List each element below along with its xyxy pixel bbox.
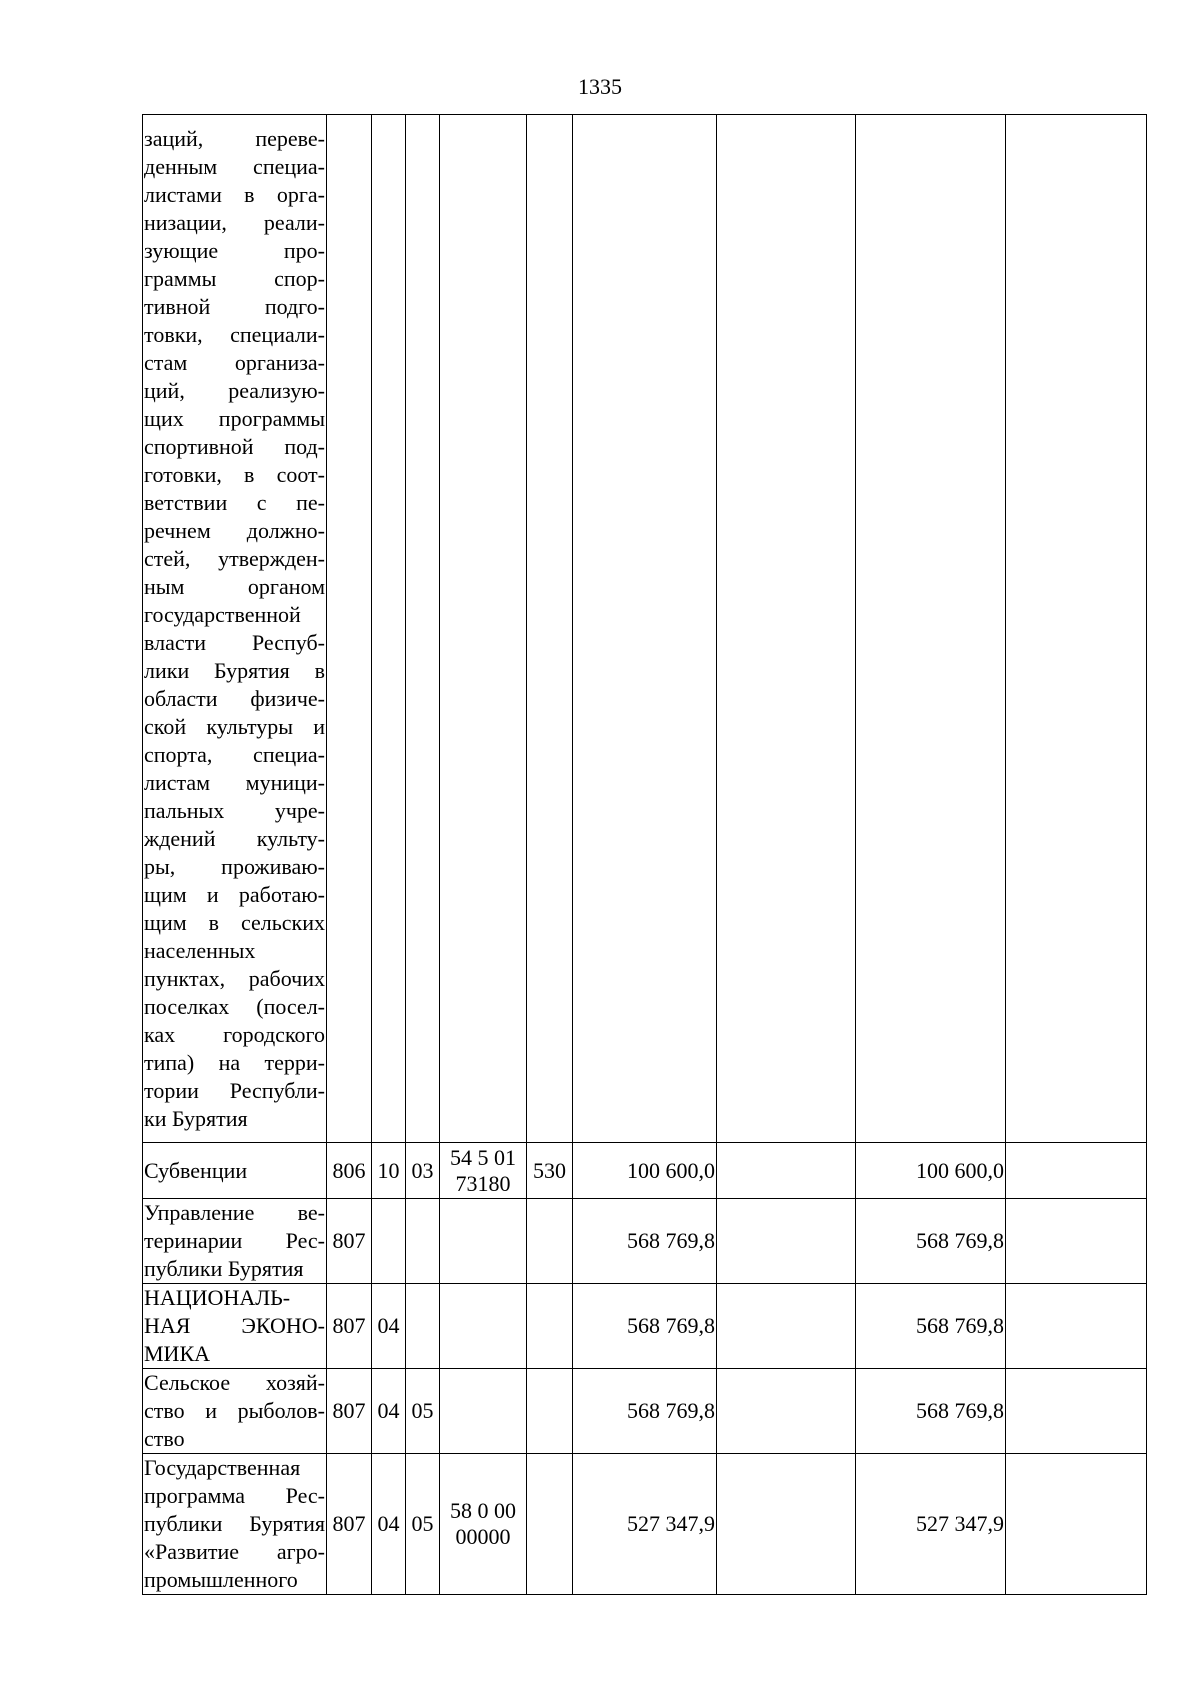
name-line: власти Респуб- xyxy=(144,629,325,655)
cell-rz xyxy=(372,1199,406,1284)
cell-csr xyxy=(440,1284,527,1369)
cell-vr xyxy=(527,115,573,1143)
cell-csr: 54 5 01 73180 xyxy=(440,1143,527,1199)
cell-col9 xyxy=(1006,1199,1147,1284)
cell-col7 xyxy=(717,1454,856,1595)
cell-name xyxy=(143,1199,327,1284)
table-row xyxy=(143,1199,1147,1284)
cell-col9 xyxy=(1006,1369,1147,1454)
name-line: НАЦИОНАЛЬ- xyxy=(144,1285,291,1310)
name-line: ках городского xyxy=(144,1021,325,1047)
name-line: «Развитие агро- xyxy=(144,1539,325,1564)
name-line: ры, проживаю- xyxy=(144,853,325,879)
budget-table xyxy=(142,114,1147,1595)
cell-ved xyxy=(327,115,372,1143)
name-line: государственной xyxy=(144,601,301,627)
name-line: спорта, специа- xyxy=(144,741,325,767)
name-line: товки, специали- xyxy=(144,321,325,347)
cell-ved: 807 xyxy=(327,1454,372,1595)
cell-col8: 527 347,9 xyxy=(856,1454,1006,1595)
cell-rz xyxy=(372,115,406,1143)
name-line: ций, реализую- xyxy=(144,377,325,403)
name-line: ской культуры и xyxy=(144,713,325,739)
name-line: тории Республи- xyxy=(144,1077,325,1103)
cell-sum xyxy=(573,115,717,1143)
name-line: спортивной под- xyxy=(144,433,325,459)
cell-sum: 527 347,9 xyxy=(573,1454,717,1595)
cell-ved: 806 xyxy=(327,1143,372,1199)
cell-sum: 100 600,0 xyxy=(573,1143,717,1199)
cell-vr xyxy=(527,1454,573,1595)
name-line: речнем должно- xyxy=(144,517,325,543)
cell-name xyxy=(143,115,327,1143)
cell-sum: 568 769,8 xyxy=(573,1369,717,1454)
name-line: Государственная xyxy=(144,1455,301,1480)
name-line: щим и работаю- xyxy=(144,881,325,907)
name-line: зующие про- xyxy=(144,237,325,263)
cell-col9 xyxy=(1006,115,1147,1143)
cell-col9 xyxy=(1006,1143,1147,1199)
cell-pr xyxy=(406,1284,440,1369)
cell-sum: 568 769,8 xyxy=(573,1199,717,1284)
name-line: денным специа- xyxy=(144,153,325,179)
name-line: ки Бурятия xyxy=(144,1105,248,1131)
name-line: теринарии Рес- xyxy=(144,1228,325,1253)
cell-ved: 807 xyxy=(327,1284,372,1369)
cell-pr xyxy=(406,1199,440,1284)
name-line: граммы спор- xyxy=(144,265,325,291)
page-number: 1335 xyxy=(578,74,622,99)
cell-name xyxy=(143,1369,327,1454)
name-line: поселках (посел- xyxy=(144,993,325,1019)
cell-col9 xyxy=(1006,1284,1147,1369)
cell-rz: 04 xyxy=(372,1454,406,1595)
cell-rz: 10 xyxy=(372,1143,406,1199)
cell-col8: 568 769,8 xyxy=(856,1199,1006,1284)
cell-csr: 58 0 00 00000 xyxy=(440,1454,527,1595)
name-line: ждений культу- xyxy=(144,825,325,851)
name-line: НАЯ ЭКОНО- xyxy=(144,1313,325,1338)
cell-col7 xyxy=(717,1284,856,1369)
cell-rz: 04 xyxy=(372,1369,406,1454)
name-line: ство и рыболов- xyxy=(144,1398,325,1423)
name-line: области физиче- xyxy=(144,685,325,711)
cell-col8 xyxy=(856,115,1006,1143)
table-row xyxy=(143,115,1147,1143)
cell-sum: 568 769,8 xyxy=(573,1284,717,1369)
name-line: ным органом xyxy=(144,573,325,599)
table-row xyxy=(143,1454,1147,1595)
cell-col8: 568 769,8 xyxy=(856,1284,1006,1369)
cell-pr: 03 xyxy=(406,1143,440,1199)
name-line: публики Бурятия xyxy=(144,1511,325,1536)
name-line: низации, реали- xyxy=(144,209,325,235)
name-line: типа) на терри- xyxy=(144,1049,325,1075)
name-line: листами в орга- xyxy=(144,181,325,207)
cell-vr xyxy=(527,1284,573,1369)
cell-pr: 05 xyxy=(406,1369,440,1454)
cell-col8: 100 600,0 xyxy=(856,1143,1006,1199)
cell-vr xyxy=(527,1199,573,1284)
name-line: лики Бурятия в xyxy=(144,657,325,683)
cell-ved: 807 xyxy=(327,1199,372,1284)
cell-csr xyxy=(440,1199,527,1284)
cell-csr xyxy=(440,115,527,1143)
cell-col9 xyxy=(1006,1454,1147,1595)
name-line: пунктах, рабочих xyxy=(144,965,325,991)
name-line: ветствии с пе- xyxy=(144,489,325,515)
name-line: Управление ве- xyxy=(144,1200,325,1225)
cell-name xyxy=(143,1454,327,1595)
table-row xyxy=(143,1284,1147,1369)
name-line: листам муници- xyxy=(144,769,325,795)
cell-ved: 807 xyxy=(327,1369,372,1454)
cell-col7 xyxy=(717,1143,856,1199)
name-line: щим в сельских xyxy=(144,909,325,935)
cell-col8: 568 769,8 xyxy=(856,1369,1006,1454)
name-line: ство xyxy=(144,1426,185,1451)
cell-rz: 04 xyxy=(372,1284,406,1369)
name-line: заций, переве- xyxy=(144,125,325,151)
name-line: стам организа- xyxy=(144,349,325,375)
name-line: щих программы xyxy=(144,405,325,431)
name-line: промышленного xyxy=(144,1567,298,1592)
name-line: готовки, в соот- xyxy=(144,461,325,487)
name-line: стей, утвержден- xyxy=(144,545,325,571)
cell-pr xyxy=(406,115,440,1143)
cell-col7 xyxy=(717,1369,856,1454)
cell-csr xyxy=(440,1369,527,1454)
name-line: программа Рес- xyxy=(144,1483,325,1508)
cell-name xyxy=(143,1284,327,1369)
name-line: Субвенции xyxy=(144,1157,248,1183)
name-line: пальных учре- xyxy=(144,797,325,823)
cell-vr xyxy=(527,1369,573,1454)
name-line: МИКА xyxy=(144,1341,211,1366)
name-line: тивной подго- xyxy=(144,293,325,319)
table-row xyxy=(143,1143,1147,1199)
cell-col7 xyxy=(717,115,856,1143)
cell-name xyxy=(143,1143,327,1199)
name-line: публики Бурятия xyxy=(144,1256,304,1281)
cell-vr: 530 xyxy=(527,1143,573,1199)
cell-pr: 05 xyxy=(406,1454,440,1595)
table-row xyxy=(143,1369,1147,1454)
cell-col7 xyxy=(717,1199,856,1284)
name-line: населенных xyxy=(144,937,256,963)
name-line: Сельское хозяй- xyxy=(144,1370,325,1395)
